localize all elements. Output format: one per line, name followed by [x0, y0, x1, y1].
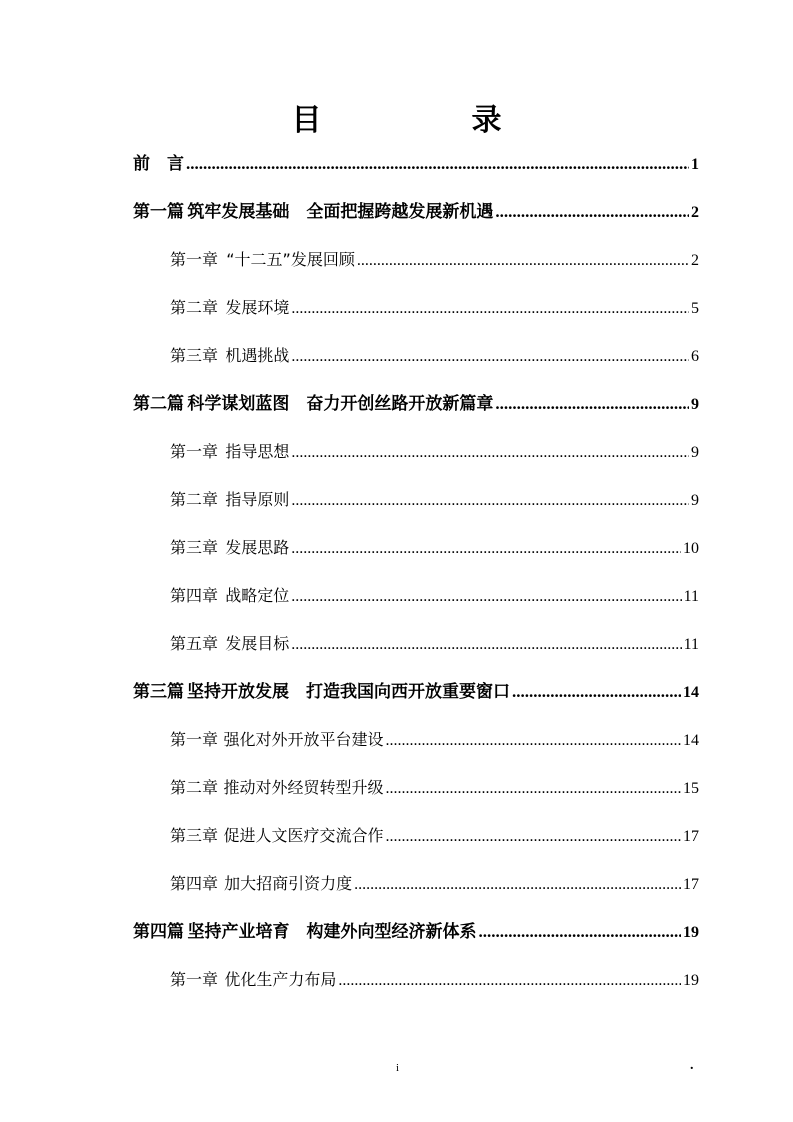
toc-chapter-title: 优化生产力布局 — [224, 970, 337, 989]
toc-entry-page: 11 — [683, 588, 699, 605]
toc-entry-page: 2 — [691, 252, 699, 269]
toc-chapter-title: “十二五”发展回顾 — [226, 250, 355, 269]
toc-entry-page: 15 — [683, 780, 699, 797]
dot-leader — [186, 150, 689, 178]
toc-entry-chapter[interactable] — [170, 822, 699, 850]
toc-entry-chapter[interactable] — [170, 966, 699, 994]
toc-chapter-label: 第一章 — [170, 250, 219, 269]
toc-entry-chapter[interactable] — [170, 438, 699, 466]
toc-chapter-label: 第一章 — [170, 442, 219, 461]
toc-entry-part-3[interactable] — [133, 678, 699, 706]
toc-entry-chapter[interactable] — [170, 582, 699, 610]
toc-chapter-title: 促进人文医疗交流合作 — [223, 826, 384, 845]
toc-entry-page: 2 — [691, 204, 699, 221]
dot-leader — [291, 439, 689, 467]
toc-entry-chapter[interactable] — [170, 534, 699, 562]
dot-leader — [495, 198, 689, 226]
toc-entry-page: 9 — [691, 492, 699, 509]
toc-entry-chapter[interactable] — [170, 870, 699, 898]
toc-chapter-title: 发展目标 — [225, 634, 290, 653]
dot-leader — [338, 967, 681, 995]
dot-leader — [291, 535, 681, 563]
toc-entry-page: 14 — [683, 732, 699, 749]
toc-entry-chapter[interactable] — [170, 246, 699, 274]
toc-chapter-label: 第五章 — [170, 634, 219, 653]
toc-chapter-label: 第三章 — [170, 826, 219, 845]
footer-dot: . — [690, 1058, 694, 1073]
toc-entry-part-4[interactable] — [133, 918, 699, 946]
dot-leader — [479, 918, 681, 946]
toc-chapter-label: 第四章 — [170, 586, 219, 605]
toc-part-title: 科学谋划蓝图 奋力开创丝路开放新篇章 — [187, 394, 494, 414]
toc-chapter-title: 机遇挑战 — [225, 346, 290, 365]
toc-entry-chapter[interactable] — [170, 342, 699, 370]
toc-entry-page: 6 — [691, 348, 699, 365]
dot-leader — [386, 823, 681, 851]
toc-chapter-label: 第二章 — [170, 298, 219, 317]
toc-chapter-title: 发展环境 — [225, 298, 290, 317]
dot-leader — [291, 343, 689, 371]
toc-entry-part-2[interactable] — [133, 390, 699, 418]
toc-chapter-label: 第二章 — [170, 778, 219, 797]
toc-entry-page: 19 — [683, 972, 699, 989]
toc-entry-label: 前 言 — [133, 154, 184, 174]
toc-chapter-label: 第二章 — [170, 490, 219, 509]
dot-leader — [386, 727, 681, 755]
toc-entry-page: 17 — [683, 876, 699, 893]
toc-part-label: 第三篇 — [133, 682, 184, 702]
toc-part-label: 第一篇 — [133, 202, 184, 222]
toc-entry-part-1[interactable] — [133, 198, 699, 226]
toc-entry-preface[interactable] — [133, 150, 699, 178]
toc-part-label: 第二篇 — [133, 394, 184, 414]
toc-entry-page: 1 — [691, 156, 699, 173]
toc-part-title: 筑牢发展基础 全面把握跨越发展新机遇 — [187, 202, 494, 222]
dot-leader — [495, 390, 689, 418]
toc-entry-chapter[interactable] — [170, 774, 699, 802]
toc-entry-page: 9 — [691, 444, 699, 461]
toc-chapter-title: 加大招商引资力度 — [224, 874, 353, 893]
toc-entry-chapter[interactable] — [170, 294, 699, 322]
toc-chapter-label: 第四章 — [170, 874, 219, 893]
toc-part-title: 坚持开放发展 打造我国向西开放重要窗口 — [186, 682, 510, 702]
dot-leader — [291, 295, 689, 323]
dot-leader — [512, 678, 681, 706]
dot-leader — [291, 487, 689, 515]
toc-chapter-title: 推动对外经贸转型升级 — [223, 778, 384, 797]
toc-entry-page: 17 — [683, 828, 699, 845]
toc-entry-page: 19 — [683, 924, 699, 941]
page-title: 目 录 — [291, 103, 562, 138]
toc-chapter-label: 第一章 — [170, 730, 219, 749]
toc-entry-page: 5 — [691, 300, 699, 317]
toc-chapter-label: 第一章 — [170, 970, 219, 989]
toc-entry-page: 10 — [683, 540, 699, 557]
dot-leader — [291, 583, 681, 611]
toc-chapter-label: 第三章 — [170, 346, 219, 365]
footer-page-number: i — [396, 1062, 400, 1074]
toc-chapter-title: 指导思想 — [225, 442, 290, 461]
dot-leader — [386, 775, 681, 803]
dot-leader — [291, 631, 681, 659]
toc-entry-chapter[interactable] — [170, 726, 699, 754]
toc-chapter-label: 第三章 — [170, 538, 219, 557]
toc-chapter-title: 战略定位 — [225, 586, 290, 605]
dot-leader — [354, 871, 681, 899]
toc-entry-page: 14 — [683, 684, 699, 701]
toc-part-label: 第四篇 — [133, 922, 184, 942]
toc-entry-chapter[interactable] — [170, 630, 699, 658]
toc-chapter-title: 发展思路 — [225, 538, 290, 557]
toc-chapter-title: 指导原则 — [225, 490, 290, 509]
toc-entry-page: 9 — [691, 396, 699, 413]
toc-chapter-title: 强化对外开放平台建设 — [223, 730, 384, 749]
toc-entry-chapter[interactable] — [170, 486, 699, 514]
dot-leader — [357, 247, 689, 275]
toc-part-title: 坚持产业培育 构建外向型经济新体系 — [187, 922, 477, 942]
toc-entry-page: 11 — [683, 636, 699, 653]
